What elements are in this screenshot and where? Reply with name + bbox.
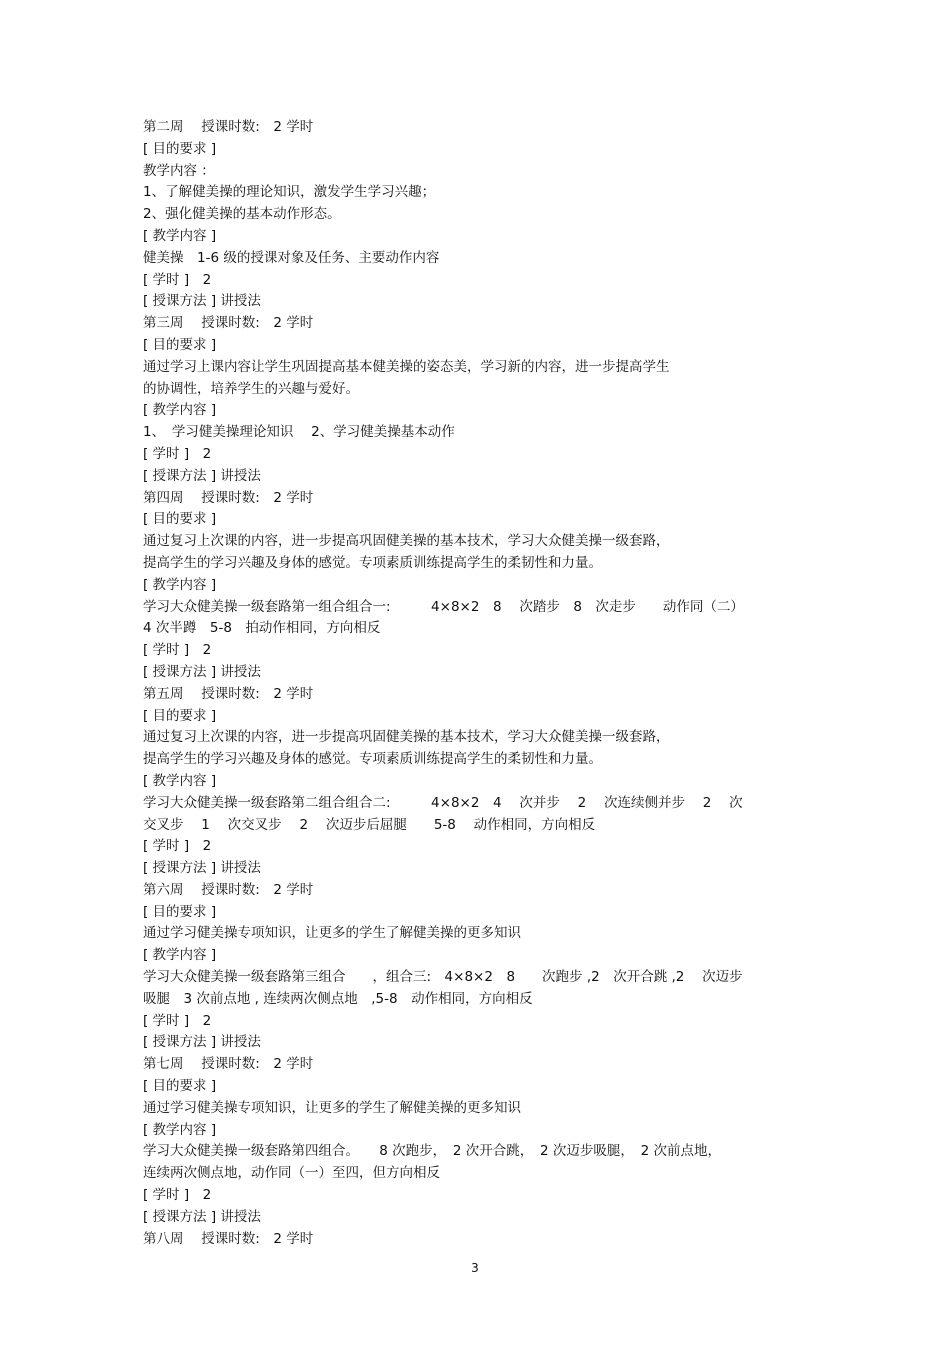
text-line: [ 目的要求 ] [143,511,217,528]
text-line: 通过复习上次课的内容，进一步提高巩固健美操的基本技术，学习大众健美操一级套路， [143,533,670,550]
text-line: 通过学习上课内容让学生巩固提高基本健美操的姿态美，学习新的内容，进一步提高学生 [143,358,670,375]
text-line: [ 学时 ] 2 [143,1187,212,1204]
text-line: [ 授课方法 ] 讲授法 [143,467,261,484]
text-line: 第二周 授课时数: 2 学时 [143,119,314,135]
text-line: 学习大众健美操一级套路第四组合。 8 次跑步， 2 次开合跳， 2 次迈步吸腿， 2 次前点地， [143,1143,722,1160]
text-line: [ 教学内容 ] [143,772,217,789]
text-line: [ 目的要求 ] [143,903,217,920]
text-line: [ 授课方法 ] 讲授法 [143,1208,261,1225]
text-line: 学习大众健美操一级套路第一组合组合一: 4×8×2 8 次踏步 8 次走步 动作同（二） [143,598,744,615]
text-line: [ 授课方法 ] 讲授法 [143,663,261,680]
text-line: 交叉步 1 次交叉步 2 次迈步后屈腿 5-8 动作相同，方向相反 [143,816,596,833]
text-line: 教学内容 ： [143,162,215,179]
text-line: [ 教学内容 ] [143,227,217,244]
text-line: [ 教学内容 ] [143,1121,217,1138]
text-line: [ 学时 ] 2 [143,642,212,659]
text-line: [ 教学内容 ] [143,402,217,419]
text-line: [ 学时 ] 2 [143,838,212,855]
text-line: 的协调性，培养学生的兴趣与爱好。 [143,380,359,397]
text-line: 学习大众健美操一级套路第二组合组合二: 4×8×2 4 次并步 2 次连续侧并步 2 次 [143,794,743,811]
text-line: 通过复习上次课的内容，进一步提高巩固健美操的基本技术，学习大众健美操一级套路， [143,729,670,746]
text-line: [ 目的要求 ] [143,336,217,353]
text-line: 连续两次侧点地，动作同（一）至四，但方向相反 [143,1165,440,1182]
text-line: [ 教学内容 ] [143,947,217,964]
text-line: [ 目的要求 ] [143,1078,217,1095]
text-line: 学习大众健美操一级套路第三组合 ，组合三: 4×8×2 8 次跑步 ,2 次开合跳 ,2 次迈步 [143,969,743,986]
text-line: 1、了解健美操的理论知识，激发学生学习兴趣； [143,184,436,201]
text-line: [ 学时 ] 2 [143,271,212,288]
text-line: [ 学时 ] 2 [143,1012,212,1029]
text-line: 吸腿 3 次前点地 , 连续两次侧点地 ,5-8 动作相同，方向相反 [143,990,533,1007]
text-line: 第八周 授课时数: 2 学时 [143,1230,314,1247]
text-line: 第七周 授课时数: 2 学时 [143,1056,314,1073]
text-line: [ 目的要求 ] [143,140,217,157]
text-line: 通过学习健美操专项知识，让更多的学生了解健美操的更多知识 [143,1099,521,1116]
text-line: 1、 学习健美操理论知识 2、学习健美操基本动作 [143,424,455,441]
text-line: 4 次半蹲 5-8 拍动作相同，方向相反 [143,620,381,637]
text-line: [ 目的要求 ] [143,707,217,724]
text-line: [ 授课方法 ] 讲授法 [143,1034,261,1051]
text-line: [ 教学内容 ] [143,576,217,593]
text-line: 提高学生的学习兴趣及身体的感觉。专项素质训练提高学生的柔韧性和力量。 [143,751,602,768]
text-line: [ 授课方法 ] 讲授法 [143,293,261,310]
document-body [143,117,833,1250]
text-line: 第四周 授课时数: 2 学时 [143,489,314,506]
text-line: 第五周 授课时数: 2 学时 [143,685,314,702]
text-line: 第六周 授课时数: 2 学时 [143,881,314,898]
text-line: 通过学习健美操专项知识，让更多的学生了解健美操的更多知识 [143,925,521,942]
page-number: 3 [471,1261,479,1275]
text-line: [ 授课方法 ] 讲授法 [143,860,261,877]
text-line: 第三周 授课时数: 2 学时 [143,315,314,332]
text-line: 提高学生的学习兴趣及身体的感觉。专项素质训练提高学生的柔韧性和力量。 [143,554,602,571]
text-line: 健美操 1-6 级的授课对象及任务、主要动作内容 [143,249,440,266]
text-line: 2、强化健美操的基本动作形态。 [143,206,341,223]
text-line: [ 学时 ] 2 [143,445,212,462]
